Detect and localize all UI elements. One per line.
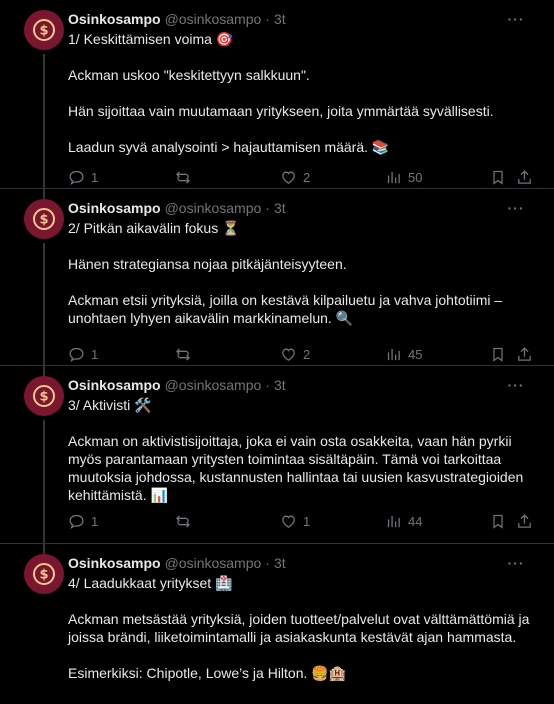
bookmark-icon (490, 346, 506, 363)
svg-text:$: $ (39, 23, 49, 39)
repost-button[interactable] (174, 167, 198, 187)
avatar[interactable] (24, 10, 64, 50)
thread-line (43, 420, 45, 544)
coin-logo-icon (32, 384, 56, 408)
reply-icon (68, 346, 85, 363)
tweet-line: Esimerkiksi: Chipotle, Lowe’s ja Hilton. 🍔🏨 (68, 665, 347, 681)
share-button[interactable] (516, 167, 533, 187)
tweet-line: 1/ Keskittämisen voima 🎯 (68, 31, 234, 47)
share-icon (516, 169, 533, 186)
views-icon (385, 346, 402, 363)
repost-button[interactable] (174, 344, 198, 364)
tweet-line: Ackman uskoo "keskitettyyn salkkuun". (68, 67, 310, 83)
view-count: 45 (408, 346, 423, 362)
like-count: 1 (303, 513, 311, 529)
svg-text:$: $ (39, 389, 49, 405)
tweet-line: Ackman on aktivistisijoittaja, joka ei vain osta osakkeita, vaan hän pyrkii myös parantamaan yritysten toimintaa sisältäpäin. Tämä voi tarkoittaa muutoksia johdossa, kustannusten hallintaa tai uusien kasvustrategioiden kehittämistä. 📊 (68, 433, 524, 503)
separator-dot: · (265, 11, 270, 27)
reply-icon (68, 169, 85, 186)
action-bar (68, 167, 540, 187)
repost-icon (174, 346, 192, 363)
thread-line (43, 544, 45, 554)
tweet-line: Laadun syvä analysointi > hajauttamisen määrä. 📚 (68, 139, 390, 155)
timestamp[interactable]: 3t (273, 555, 286, 571)
view-count: 44 (408, 513, 423, 529)
svg-text:$: $ (39, 212, 49, 228)
tweet-line: 4/ Laadukkaat yritykset 🏥 (68, 575, 233, 591)
tweet-text (68, 30, 540, 156)
like-button[interactable] (280, 511, 310, 531)
like-icon (280, 169, 297, 186)
tweet-header (68, 10, 538, 28)
tweet-line: 2/ Pitkän aikavälin fokus ⏳ (68, 220, 240, 236)
more-icon[interactable]: ··· (507, 11, 525, 27)
bookmark-button[interactable] (490, 511, 506, 531)
repost-icon (174, 169, 192, 186)
tweet-3[interactable] (0, 366, 554, 544)
author-name[interactable]: Osinkosampo (68, 200, 161, 216)
bookmark-icon (490, 169, 506, 186)
views-button[interactable] (385, 511, 422, 531)
reply-count: 1 (91, 169, 99, 185)
reply-count: 1 (91, 513, 99, 529)
reply-icon (68, 513, 85, 530)
like-count: 2 (303, 346, 311, 362)
more-icon[interactable]: ··· (507, 200, 525, 216)
separator-dot: · (265, 200, 270, 216)
bookmark-button[interactable] (490, 344, 506, 364)
thread-line (43, 243, 45, 366)
bookmark-icon (490, 513, 506, 530)
tweet-header (68, 376, 538, 394)
more-icon[interactable]: ··· (507, 377, 525, 393)
separator-dot: · (265, 555, 270, 571)
tweet-line: Ackman metsästää yrityksiä, joiden tuotteet/palvelut ovat välttämättömiä ja joissa brändi, liiketoimintamalli ja asiakaskunta kestävät ajan hammasta. (68, 611, 530, 645)
author-name[interactable]: Osinkosampo (68, 555, 161, 571)
action-bar (68, 511, 540, 531)
reply-count: 1 (91, 346, 99, 362)
author-handle[interactable]: @osinkosampo (164, 377, 262, 393)
views-button[interactable] (385, 167, 422, 187)
timestamp[interactable]: 3t (273, 11, 286, 27)
like-button[interactable] (280, 167, 310, 187)
share-button[interactable] (516, 344, 533, 364)
thread-line (43, 366, 45, 376)
tweet-line: Ackman etsii yrityksiä, joilla on kestävä kilpailuetu ja vahva johtotiimi – unohtaen lyhyen aikavälin markkinamelun. 🔍 (68, 292, 503, 326)
tweet-header (68, 199, 538, 217)
tweet-line: 3/ Aktivisti 🛠️ (68, 397, 152, 413)
views-button[interactable] (385, 344, 422, 364)
view-count: 50 (408, 169, 423, 185)
avatar[interactable] (24, 554, 64, 594)
like-icon (280, 513, 297, 530)
reply-button[interactable] (68, 167, 98, 187)
coin-logo-icon (32, 207, 56, 231)
share-button[interactable] (516, 511, 533, 531)
share-icon (516, 346, 533, 363)
reply-button[interactable] (68, 344, 98, 364)
more-icon[interactable]: ··· (507, 555, 525, 571)
author-handle[interactable]: @osinkosampo (164, 11, 262, 27)
author-handle[interactable]: @osinkosampo (164, 200, 262, 216)
avatar[interactable] (24, 376, 64, 416)
tweet-text (68, 219, 540, 327)
coin-logo-icon (32, 18, 56, 42)
separator-dot: · (265, 377, 270, 393)
tweet-line: Hän sijoittaa vain muutamaan yritykseen, joita ymmärtää syvällisesti. (68, 103, 494, 119)
views-icon (385, 169, 402, 186)
share-icon (516, 513, 533, 530)
tweet-text (68, 396, 540, 504)
author-name[interactable]: Osinkosampo (68, 11, 161, 27)
coin-logo-icon (32, 562, 56, 586)
views-icon (385, 513, 402, 530)
like-count: 2 (303, 169, 311, 185)
tweet-1[interactable] (0, 0, 554, 189)
tweet-text (68, 574, 540, 682)
repost-icon (174, 513, 192, 530)
thread-line (43, 189, 45, 199)
tweet-line: Hänen strategiansa nojaa pitkäjänteisyyteen. (68, 256, 347, 272)
like-button[interactable] (280, 344, 310, 364)
reply-button[interactable] (68, 511, 98, 531)
tweet-4[interactable] (0, 544, 554, 704)
author-handle[interactable]: @osinkosampo (164, 555, 262, 571)
timestamp[interactable]: 3t (273, 377, 286, 393)
tweet-2[interactable] (0, 189, 554, 366)
action-bar (68, 344, 540, 364)
thread-line (43, 54, 45, 189)
svg-text:$: $ (39, 567, 49, 583)
author-name[interactable]: Osinkosampo (68, 377, 161, 393)
like-icon (280, 346, 297, 363)
tweet-header (68, 554, 538, 572)
timestamp[interactable]: 3t (273, 200, 286, 216)
avatar[interactable] (24, 199, 64, 239)
repost-button[interactable] (174, 511, 198, 531)
bookmark-button[interactable] (490, 167, 506, 187)
